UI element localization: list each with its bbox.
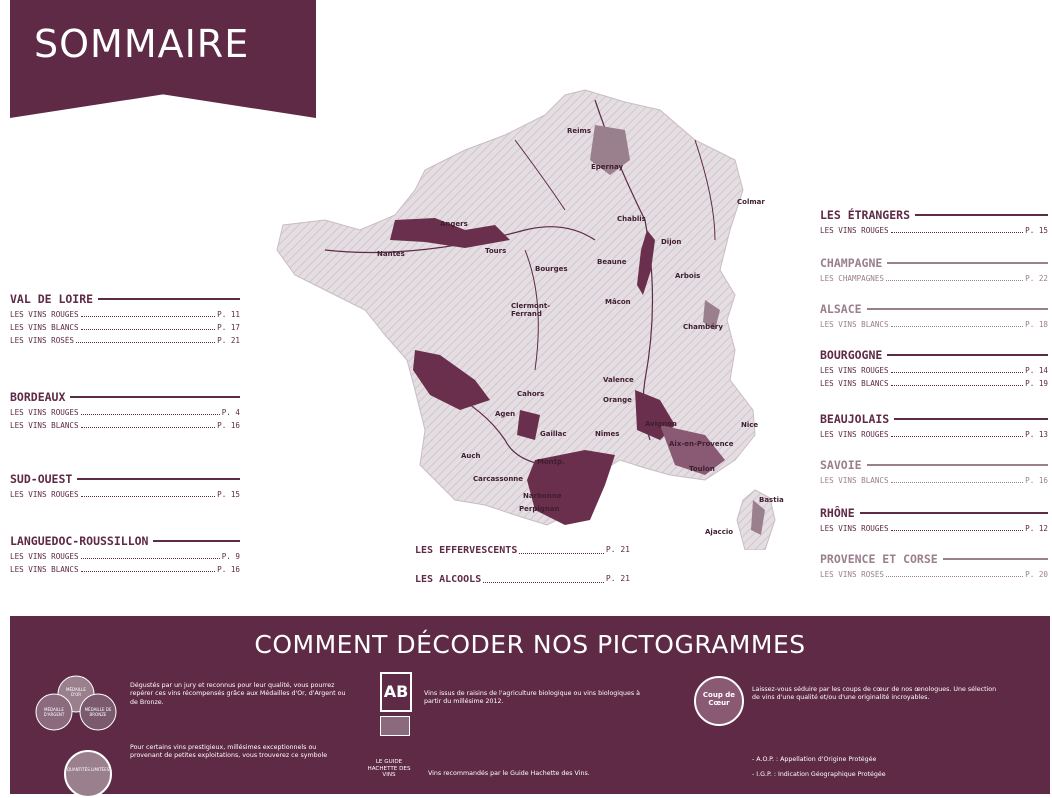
- map-label: Carcassonne: [473, 475, 524, 483]
- map-label: Perpignan: [519, 505, 560, 513]
- toc-entry[interactable]: LES VINS ROUGES P. 15: [820, 226, 1048, 235]
- map-label: Angers: [440, 220, 468, 228]
- map-label: Mâcon: [605, 298, 631, 306]
- toc-alcools[interactable]: LES ALCOOLS P. 21: [415, 574, 630, 585]
- map-label: Colmar: [737, 198, 765, 206]
- toc-entry[interactable]: LES VINS BLANCS P. 16: [10, 421, 240, 430]
- map-label: Toulon: [689, 465, 715, 473]
- igp-definition: - I.G.P. : Indication Géographique Protégée: [752, 771, 886, 778]
- toc-entry[interactable]: LES VINS ROSÉS P. 21: [10, 336, 240, 345]
- map-label: Cahors: [517, 390, 545, 398]
- toc-entry[interactable]: LES VINS BLANCS P. 16: [820, 476, 1048, 485]
- section-title: SUD-OUEST: [10, 472, 240, 486]
- toc-entry[interactable]: LES VINS BLANCS P. 16: [10, 565, 240, 574]
- toc-entry[interactable]: LES VINS ROUGES P. 9: [10, 552, 240, 561]
- map-label: Narbonne: [523, 492, 562, 500]
- toc-entry[interactable]: LES VINS ROUGES P. 11: [10, 310, 240, 319]
- organic-ab-icon: AB: [380, 672, 412, 712]
- section-champagne: [820, 256, 1048, 283]
- map-label: Avignon: [645, 420, 677, 428]
- section-bordeaux: [10, 390, 240, 430]
- map-label: Chambéry: [683, 323, 723, 331]
- section-beaujolais: [820, 412, 1048, 439]
- section-bourgogne: [820, 348, 1048, 388]
- map-label: Nantes: [377, 250, 405, 258]
- coup-de-coeur-description: Laissez-vous séduire par les coups de cœur de nos œnologues. Une sélection de vins d'une qualité et/ou d'une originalité incroyables.: [752, 686, 997, 702]
- toc-entry[interactable]: LES CHAMPAGNES P. 22: [820, 274, 1048, 283]
- limited-quantity-icon: QUANTITÉS LIMITÉES: [64, 750, 112, 798]
- section-title: VAL DE LOIRE: [10, 292, 240, 306]
- limited-quantity-description: Pour certains vins prestigieux, millésimes exceptionnels ou provenant de petites exploitations, vous trouverez ce symbole: [130, 744, 328, 760]
- map-label: Nîmes: [595, 430, 620, 438]
- toc-entry[interactable]: LES VINS BLANCS P. 17: [10, 323, 240, 332]
- toc-entry[interactable]: LES VINS BLANCS P. 18: [820, 320, 1048, 329]
- section-sud-ouest: [10, 472, 240, 499]
- medals-icon: MÉDAILLE D'OR MÉDAILLE D'ARGENT MÉDAILLE DE BRONZE: [24, 670, 128, 736]
- section-alsace: [820, 302, 1048, 329]
- hachette-description: Vins recommandés par le Guide Hachette des Vins.: [428, 770, 590, 777]
- toc-entry[interactable]: LES VINS ROUGES P. 12: [820, 524, 1048, 533]
- section-title: CHAMPAGNE: [820, 256, 1048, 270]
- section-languedoc-roussillon: [10, 534, 240, 574]
- map-label: Épernay: [591, 163, 624, 171]
- coup-de-coeur-icon: Coup de Cœur: [694, 676, 744, 726]
- map-label: Auch: [461, 452, 481, 460]
- section-rhone: [820, 506, 1048, 533]
- section-title: LES ÉTRANGERS: [820, 208, 1048, 222]
- aop-definition: - A.O.P. : Appellation d'Origine Protégée: [752, 756, 877, 763]
- toc-entry[interactable]: LES VINS ROUGES P. 13: [820, 430, 1048, 439]
- section-val-de-loire: [10, 292, 240, 345]
- map-label: Chablis: [617, 215, 646, 223]
- map-label: Nice: [741, 421, 759, 429]
- map-label: Tours: [485, 247, 507, 255]
- map-label: Ajaccio: [705, 528, 734, 536]
- section-title: BORDEAUX: [10, 390, 240, 404]
- toc-entry[interactable]: LES VINS ROUGES P. 15: [10, 490, 240, 499]
- section-provence-et-corse: [820, 552, 1048, 579]
- medals-description: Dégustés par un jury et reconnus pour leur qualité, vous pourrez repérer ces vins récompensés grâce aux Médailles d'Or, d'Argent ou de Bronze.: [130, 682, 346, 706]
- toc-effervescents[interactable]: LES EFFERVESCENTS P. 21: [415, 545, 630, 556]
- toc-entry[interactable]: LES VINS ROUGES P. 4: [10, 408, 240, 417]
- section-title: SAVOIE: [820, 458, 1048, 472]
- map-label: Dijon: [661, 238, 682, 246]
- map-label: Beaune: [597, 258, 627, 266]
- map-label: Clermont-Ferrand: [511, 302, 551, 318]
- hachette-guide-icon: LE GUIDE HACHETTE DES VINS: [367, 759, 411, 778]
- section-savoie: [820, 458, 1048, 485]
- eu-organic-leaf-icon: [380, 716, 410, 736]
- map-label: Reims: [567, 127, 591, 135]
- section-les-etrangers: [820, 208, 1048, 235]
- map-label: Montp.: [537, 458, 565, 466]
- section-title: BOURGOGNE: [820, 348, 1048, 362]
- organic-description: Vins issus de raisins de l'agriculture biologique ou vins biologiques à partir du millésime 2012.: [424, 690, 641, 706]
- section-title: LANGUEDOC-ROUSSILLON: [10, 534, 240, 548]
- map-label: Agen: [495, 410, 516, 418]
- toc-entry[interactable]: LES VINS ROUGES P. 14: [820, 366, 1048, 375]
- pictogram-legend-panel: [10, 616, 1050, 794]
- france-wine-map: [265, 80, 785, 550]
- legend-title: COMMENT DÉCODER NOS PICTOGRAMMES: [254, 630, 806, 659]
- section-title: BEAUJOLAIS: [820, 412, 1048, 426]
- section-title: RHÔNE: [820, 506, 1048, 520]
- map-label: Bourges: [535, 265, 568, 273]
- map-label: Aix-en-Provence: [669, 440, 734, 448]
- map-label: Orange: [603, 396, 632, 404]
- page-title: SOMMAIRE: [34, 22, 250, 66]
- map-label: Valence: [603, 376, 634, 384]
- toc-entry[interactable]: LES VINS BLANCS P. 19: [820, 379, 1048, 388]
- toc-entry[interactable]: LES VINS ROSÉS P. 20: [820, 570, 1048, 579]
- map-label: Gaillac: [540, 430, 567, 438]
- section-title: ALSACE: [820, 302, 1048, 316]
- section-title: PROVENCE ET CORSE: [820, 552, 1048, 566]
- map-label: Bastia: [759, 496, 784, 504]
- map-label: Arbois: [675, 272, 701, 280]
